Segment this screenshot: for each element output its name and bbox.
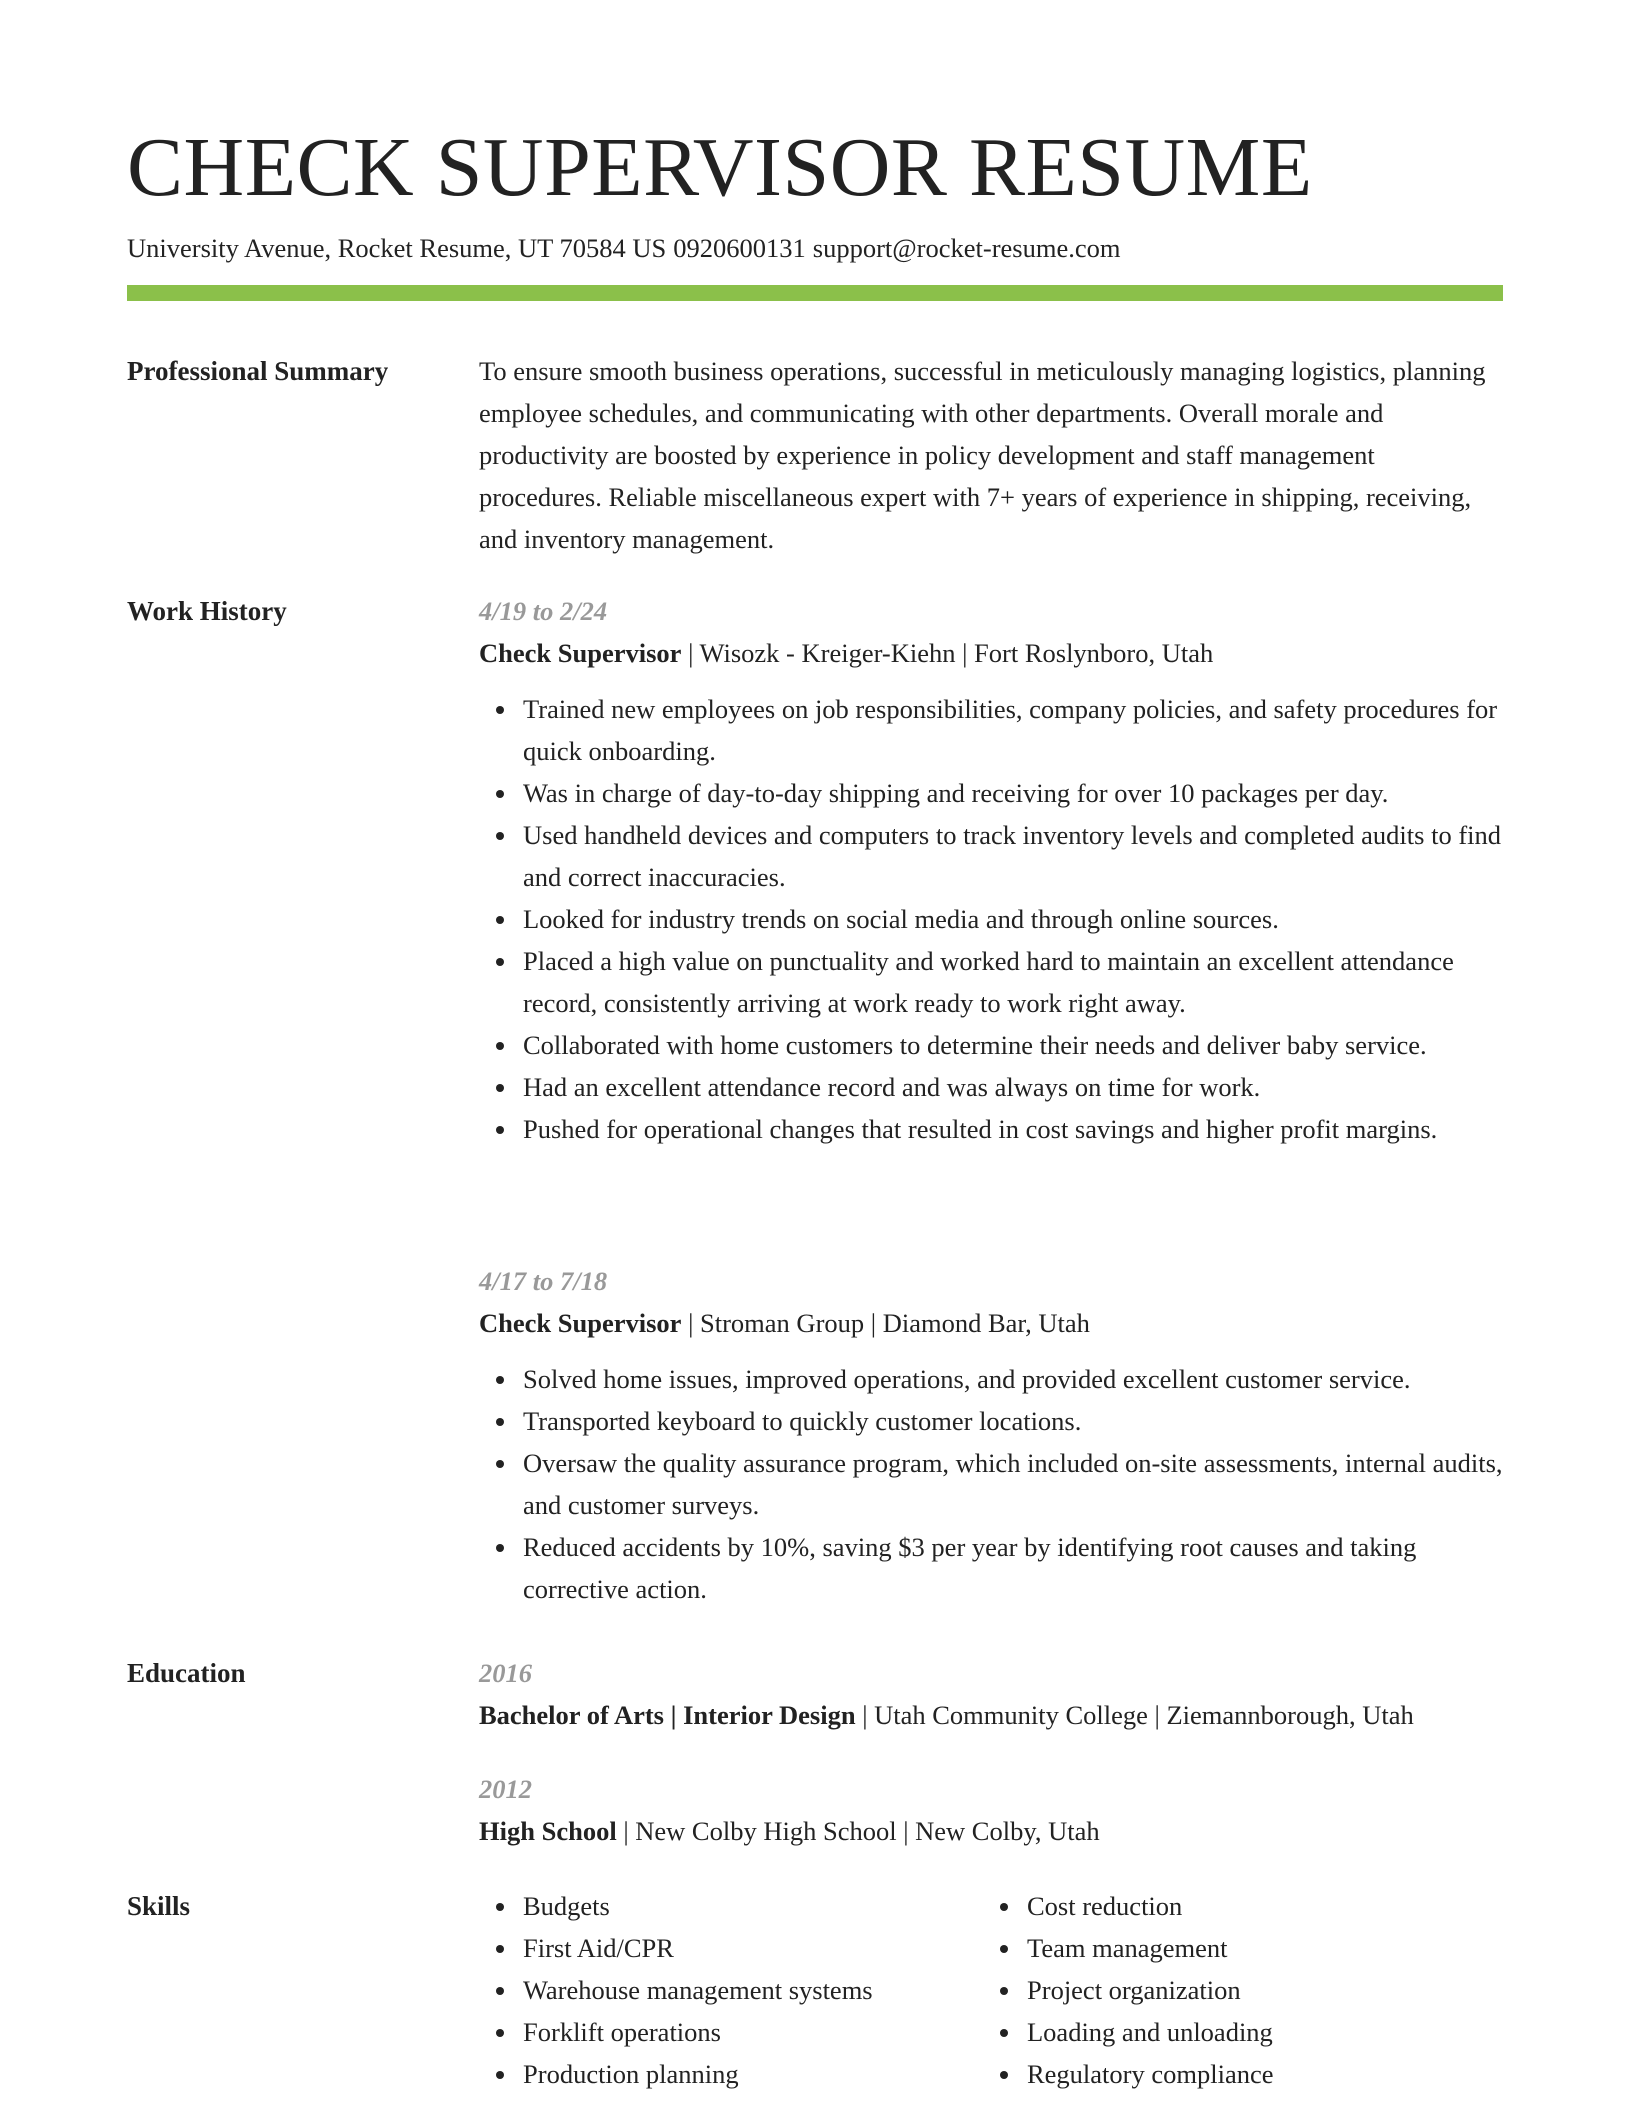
list-item: Oversaw the quality assurance program, which included on-site assessments, internal audits, and customer surveys.: [523, 1442, 1503, 1526]
job-title-line: [479, 632, 1503, 674]
contact-address: University Avenue, Rocket Resume, UT 70584 US: [127, 233, 667, 263]
list-item: Team management: [1027, 1927, 1274, 1969]
list-item: Regulatory compliance: [1027, 2053, 1274, 2095]
contact-phone: 0920600131: [673, 233, 806, 263]
job-entry: [479, 1260, 1503, 1610]
list-item: Placed a high value on punctuality and worked hard to maintain an excellent attendance record, consistently arriving at work ready to work right away.: [523, 940, 1503, 1024]
education-degree: Bachelor of Arts | Interior Design: [479, 1700, 856, 1730]
skills-column-right: [983, 1885, 1274, 2095]
summary-heading: Professional Summary: [127, 356, 389, 386]
list-item: Collaborated with home customers to determine their needs and deliver baby service.: [523, 1024, 1503, 1066]
list-item: Solved home issues, improved operations, and provided excellent customer service.: [523, 1358, 1503, 1400]
education-line: [479, 1694, 1503, 1736]
skills-column-left: [479, 1885, 873, 2095]
job-title: Check Supervisor: [479, 1308, 682, 1338]
job-details: | Stroman Group | Diamond Bar, Utah: [681, 1308, 1090, 1338]
list-item: Was in charge of day-to-day shipping and receiving for over 10 packages per day.: [523, 772, 1503, 814]
education-line: [479, 1810, 1503, 1852]
education-details: | Utah Community College | Ziemannborough, Utah: [855, 1700, 1414, 1730]
list-item: Production planning: [523, 2053, 873, 2095]
summary-text: To ensure smooth business operations, successful in meticulously managing logistics, planning employee schedules, and communicating with other departments. Overall morale and productivity are boosted by experience in policy development and staff management procedures. Reliable miscellaneous expert with 7+ years of experience in shipping, receiving, and inventory management.: [479, 356, 1486, 554]
list-item: Warehouse management systems: [523, 1969, 873, 2011]
list-item: Budgets: [523, 1885, 873, 1927]
education-year: 2012: [479, 1774, 532, 1804]
job-dates: 4/17 to 7/18: [479, 1266, 608, 1296]
job-title-line: [479, 1302, 1503, 1344]
list-item: Loading and unloading: [1027, 2011, 1274, 2053]
header-divider: [127, 285, 1503, 301]
list-item: First Aid/CPR: [523, 1927, 873, 1969]
list-item: Cost reduction: [1027, 1885, 1274, 1927]
education-entry: [479, 1652, 1503, 1736]
list-item: Transported keyboard to quickly customer locations.: [523, 1400, 1503, 1442]
job-title: Check Supervisor: [479, 638, 682, 668]
education-details: | New Colby High School | New Colby, Utah: [616, 1816, 1100, 1846]
list-item: Used handheld devices and computers to track inventory levels and completed audits to find and correct inaccuracies.: [523, 814, 1503, 898]
skills-heading: Skills: [127, 1891, 191, 1921]
job-dates: 4/19 to 2/24: [479, 596, 608, 626]
education-year: 2016: [479, 1658, 532, 1688]
list-item: Looked for industry trends on social media and through online sources.: [523, 898, 1503, 940]
job-bullets: [479, 688, 1503, 1150]
page-title: CHECK SUPERVISOR RESUME: [127, 121, 1313, 214]
contact-email: support@rocket-resume.com: [812, 233, 1121, 263]
list-item: Had an excellent attendance record and was always on time for work.: [523, 1066, 1503, 1108]
job-details: | Wisozk - Kreiger-Kiehn | Fort Roslynboro, Utah: [681, 638, 1214, 668]
work-history-heading: Work History: [127, 596, 287, 626]
list-item: Pushed for operational changes that resulted in cost savings and higher profit margins.: [523, 1108, 1503, 1150]
job-entry: [479, 590, 1503, 1150]
list-item: Reduced accidents by 10%, saving $3 per year by identifying root causes and taking corrective action.: [523, 1526, 1503, 1610]
contact-line: [127, 230, 1120, 266]
list-item: Trained new employees on job responsibilities, company policies, and safety procedures for quick onboarding.: [523, 688, 1503, 772]
education-entry: [479, 1768, 1503, 1852]
list-item: Forklift operations: [523, 2011, 873, 2053]
education-degree: High School: [479, 1816, 617, 1846]
job-bullets: [479, 1358, 1503, 1610]
list-item: Project organization: [1027, 1969, 1274, 2011]
education-heading: Education: [127, 1658, 246, 1688]
